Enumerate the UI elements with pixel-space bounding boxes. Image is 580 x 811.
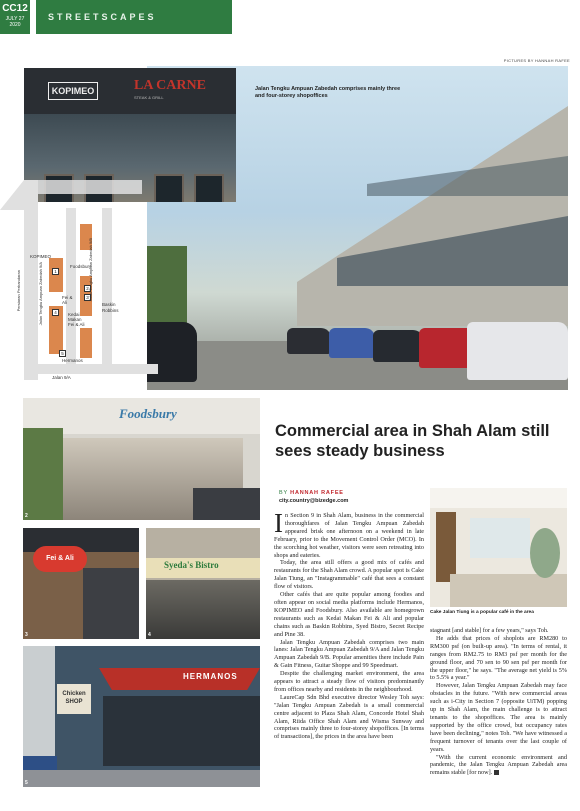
syedas-sign: Syeda's Bistro [164,560,219,570]
author-email: city.country@bizedge.com [279,498,349,504]
map-label-foodsbury: Foodsbury [70,264,92,269]
map-label-jalan-9a: Jalan 9/A [52,375,71,380]
map-label-kedai: Kedai Makan Fei & Ali [68,312,85,327]
map-road-9b: Jalan Tengku Ampuan Zabedah 9/B [88,238,93,302]
article-para-9: However, Jalan Tengku Ampuan Zabedah may face obstacles in the future. "With new commercial areas such as i-City in Section 7 (opposite UiTM) popping up in Shah Alam, the main challenge is to attract tenants to the shopoffices. The area is mainly supported by the office crowd, but occupancy rates have been declining," notes Toh. "We have witnessed a frequent turnover of tenants over the last couple of years. [430,682,567,753]
map-road-9a: Jalan Tengku Ampuan Zabedah 9/A [38,262,43,326]
article-para-7: stagnant [and stable] for a few years," says Toh. [430,627,549,634]
map-label-baskin: Baskin Robbins [102,302,119,313]
foodsbury-photo [23,398,260,520]
dropcap: I [274,508,283,538]
section-banner: STREETSCAPES [36,0,232,34]
map-marker-3: 3 [84,294,91,301]
photo-number-3: 3 [25,632,28,638]
article-para-5: Despite the challenging market environment, the area appears to attract a steady flow of visitors predominantly from offices nearby and residents in the neighbourhood. [274,670,424,693]
map-label-hermanos: Hermanos [62,358,83,363]
page-number: CC12 [2,3,28,14]
map-label-kopimeo: KOPIMEO [30,254,52,259]
article-para-6: LaureCap Sdn Bhd executive director Wesley Toh says: "Jalan Tengku Ampuan Zabedah is a small commercial centre adjacent to Plaza Shah Alam, Concorde Hotel Shah Alam, Riida Office Shah Alam and Wisma Sunway and comprises mainly three to four-storey shopoffices. [In terms of transactions], the prices in the area have been [274,693,424,741]
article-column-2 [430,627,567,777]
cake-jalan-tiung-caption: Cake Jalan Tiung is a popular café in the area [430,610,534,615]
article-para-1: In Section 9 in Shah Alam, business in the commercial thoroughfares of Jalan Tengku Ampuan Zabedah appeared brisk one afternoon on a weekend in late February, prior to the Movement Control Order (MCO). In the scorching hot weather, visitors were seen retreating into shops and eateries. [274,508,424,559]
syedas-bistro-photo [146,528,260,639]
cake-jalan-tiung-photo [430,488,567,607]
map-road-persiaran: Persiaran Perbandaran [16,270,21,312]
map-marker-2: 2 [84,285,91,292]
map-marker-4: 4 [52,309,59,316]
issue-date-line1: JULY 27 [5,16,25,22]
map-label-fei: Fei & Ali [62,295,73,305]
article-column-1 [274,508,424,741]
end-mark [494,770,499,775]
la-carne-sign-sub: STEAK & GRILL [134,95,164,100]
hermanos-sign: HERMANOS [183,672,238,681]
main-photo-caption: Jalan Tengku Ampuan Zabedah comprises mainly three and four-storey shopoffices [255,86,401,99]
la-carne-sign: LA CARNE [134,78,206,93]
article-para-8: He adds that prices of shoplots are RM280 to RM300 psf (on built-up area). "In terms of rental, it ranges from RM2.75 to RM3 psf per month for the ground floor, and 70 sen to 90 sen psf per month for the upper floor," he says. "The average net yield is 5% to 5.5% a year." [430,634,567,682]
chicken-shop-sign: Chicken SHOP [57,684,91,714]
article-para-4: Jalan Tengku Ampuan Zabedah comprises two main lanes: Jalan Tengku Ampuan Zabedah 9/A and Jalan Tengku Ampuan Zabedah 9/B. Popular amenities there include Pain & Gain Fitness, Guitar Shoppe and 99 Speedmart. [274,638,424,670]
byline [279,490,344,496]
hermanos-photo [23,646,260,787]
article-para-3: Other cafés that are quite popular among foodies and often appear on social media platforms include Hermanos, KOPIMEO and Foodsbury. Also available are homegrown restaurants such as Kedai Makan Fei & Ali and popular chains such as Baskin Robbins, Syed Bistro, Secret Recipe and Pine 38. [274,591,424,638]
foodsbury-sign: Foodsbury [119,406,177,421]
author-name: HANNAH RAFEE [290,490,344,496]
location-map [0,178,168,390]
photo-credit: PICTURES BY HANNAH RAFEE [503,58,570,63]
article-para-10: "With the current economic environment and pandemic, the Jalan Tengku Ampuan Zabedah area remains stable [for now]. [430,753,567,777]
article-headline: Commercial area in Shah Alam still sees steady business [275,422,550,460]
issue-date-line2: 2020 [9,22,21,28]
photo-number-5: 5 [25,780,28,786]
article-para-2: Today, the area still offers a good mix of cafés and restaurants for the Shah Alam crowd. A popular spot is Cake Jalan Tiung, an "Instagrammable" café that sees a constant flow of visitors. [274,559,424,591]
fei-ali-sign: Fei & Ali [33,546,87,572]
fei-ali-photo [23,528,139,639]
page-number-tag [0,0,30,34]
kopimeo-sign: KOPIMEO [48,82,98,100]
photo-number-2: 2 [25,513,28,519]
map-marker-1: 1 [52,268,59,275]
map-marker-5: 5 [59,350,66,357]
byline-prefix: BY [279,490,288,496]
photo-number-4: 4 [148,632,151,638]
